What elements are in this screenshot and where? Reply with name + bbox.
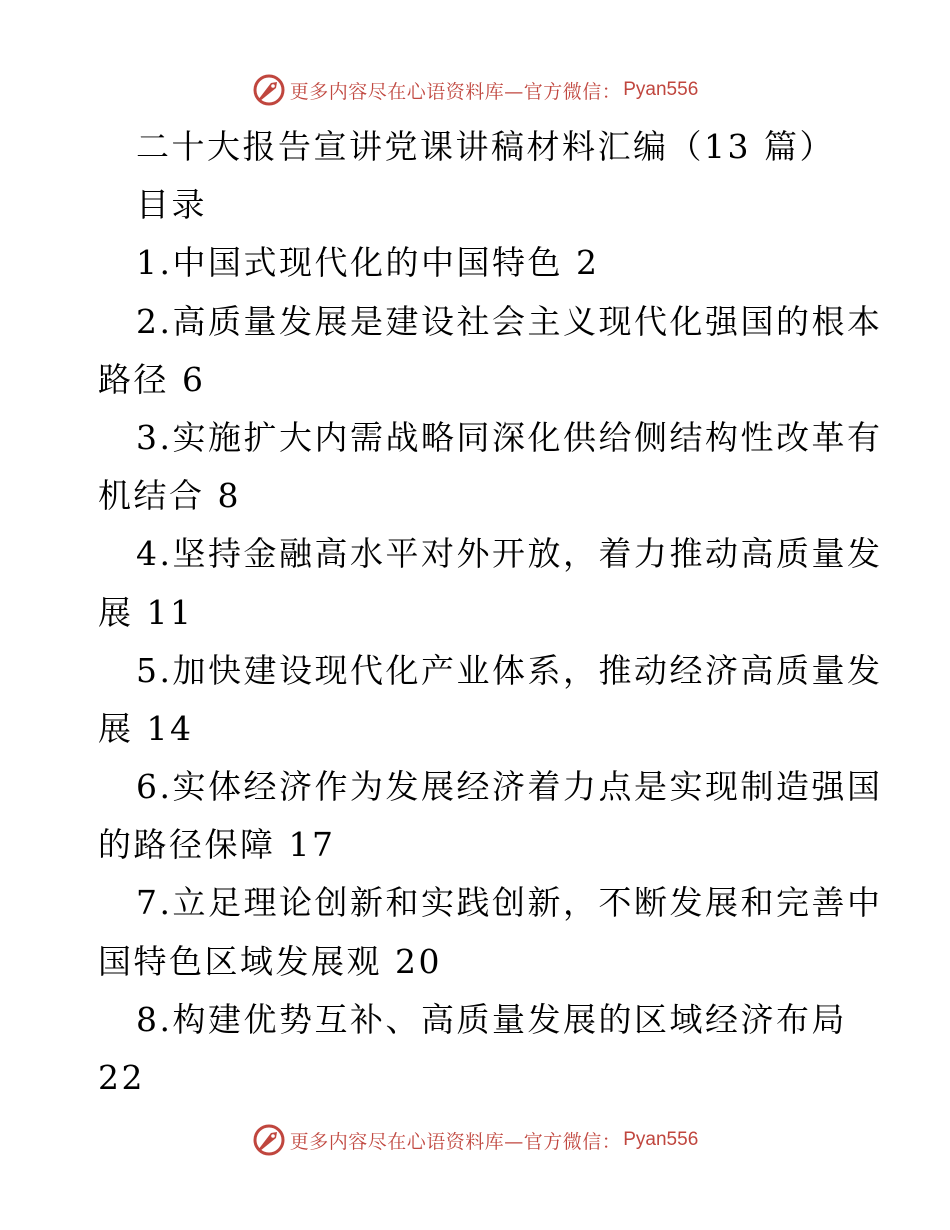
- toc-line: 22: [98, 1058, 145, 1097]
- document-body: [98, 118, 883, 1107]
- watermark-wechat-id: Pyan556: [623, 1129, 699, 1150]
- watermark-text: 更多内容尽在心语资料库—官方微信：: [289, 80, 622, 103]
- toc-line: 机结合 8: [98, 476, 241, 516]
- toc-line: 的路径保障 17: [98, 825, 336, 865]
- toc-line: 7.立足理论创新和实践创新，不断发展和完善中: [136, 883, 883, 923]
- toc-line: 2.高质量发展是建设社会主义现代化强国的根本: [136, 301, 883, 341]
- document-title: 二十大报告宣讲党课讲稿材料汇编（13 篇）: [136, 127, 835, 166]
- toc-line: 国特色区域发展观 20: [98, 941, 442, 981]
- toc-line: 4.坚持金融高水平对外开放，着力推动高质量发: [136, 534, 883, 574]
- toc-line: 5.加快建设现代化产业体系，推动经济高质量发: [136, 650, 883, 690]
- toc-line: 3.实施扩大内需战略同深化供给侧结构性改革有: [136, 417, 883, 457]
- toc-line: 路径 6: [98, 359, 206, 399]
- watermark-footer: [0, 1120, 950, 1160]
- toc-line: 1.中国式现代化的中国特色 2: [136, 243, 600, 283]
- toc-line: 展 14: [98, 708, 194, 748]
- watermark-header: [0, 70, 950, 110]
- toc-heading: 目录: [136, 185, 207, 225]
- watermark-text: 更多内容尽在心语资料库—官方微信：: [289, 1130, 622, 1153]
- pen-nib-circle-icon: [252, 1123, 286, 1157]
- pen-nib-circle-icon: [252, 73, 286, 107]
- toc-line: 8.构建优势互补、高质量发展的区域经济布局: [136, 999, 847, 1039]
- toc-line: 6.实体经济作为发展经济着力点是实现制造强国: [136, 767, 883, 807]
- toc-line: 展 11: [98, 592, 194, 632]
- watermark-wechat-id: Pyan556: [623, 79, 699, 100]
